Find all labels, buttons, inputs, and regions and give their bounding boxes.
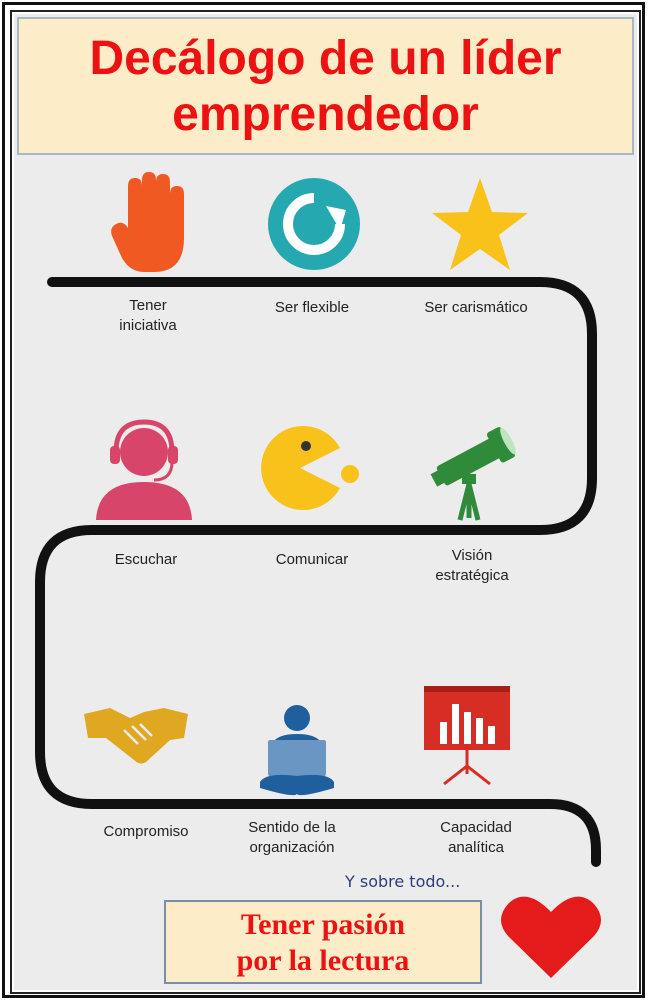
heart-icon [500,892,602,980]
telescope-icon [426,418,516,522]
title-line-1: Decálogo de un líder [89,32,562,85]
hand-icon [110,172,190,276]
label-ser-flexible: Ser flexible [274,299,350,316]
pacman-icon [256,424,362,514]
title-line-2: emprendedor [172,88,479,141]
handshake-icon [84,704,188,766]
label-capacidad-analitica: Capacidad analítica [440,819,512,856]
refresh-icon [266,176,362,272]
label-ser-carismatico: Ser carismático [424,299,528,316]
label-compromiso: Compromiso [103,823,189,840]
label-escuchar: Escuchar [114,551,178,568]
sobre-todo-text: Y sobre todo... [345,872,461,891]
label-vision-estrategica: Visión estratégica [435,547,509,584]
presentation-chart-icon [422,686,512,786]
label-comunicar: Comunicar [275,551,349,568]
label-tener-iniciativa: Tener iniciativa [119,297,177,334]
pasion-line-2: por la lectura [236,944,410,977]
laptop-person-icon [260,704,334,796]
label-sentido-organizacion: Sentido de la organización [248,819,336,856]
pasion-line-1: Tener pasión [240,908,406,941]
headset-person-icon [94,418,194,522]
star-icon [430,176,530,272]
pasion-banner [164,900,482,984]
